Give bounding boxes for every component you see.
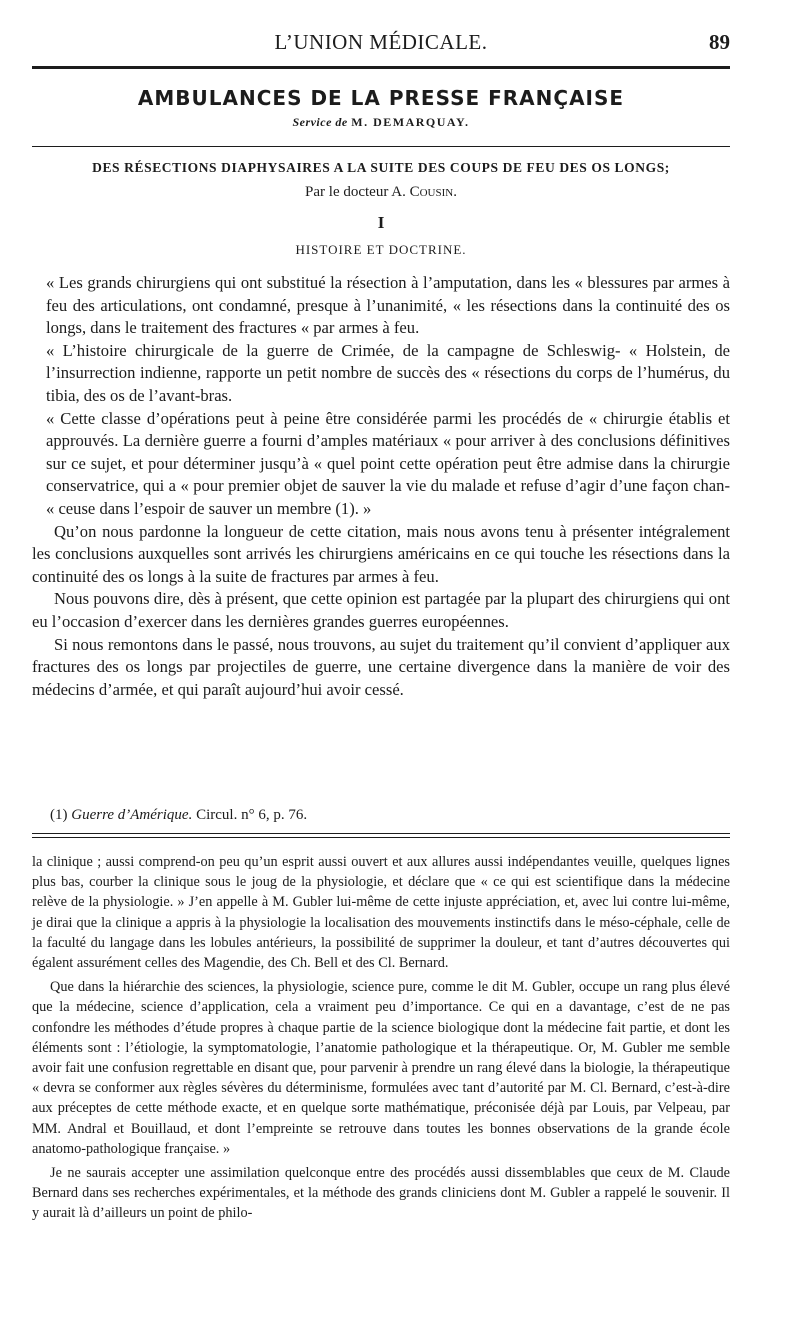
- footnote-detail: Circul. n° 6, p. 76.: [196, 807, 308, 823]
- quote-paragraph: « L’histoire chirurgicale de la guerre de Crimée, de la campagne de Schleswig- « Holstein, de l’insurrection indienne, rapporte un petit nombre de succès des « résections du corps de l’humérus, du tibia, des os de l’avant-bras.: [46, 340, 730, 405]
- feuilleton-body: [32, 852, 730, 1224]
- feuilleton-paragraph: Que dans la hiérarchie des sciences, la physiologie, science pure, comme le dit M. Gubler, occupe un rang plus élevé que la médecine, science d’application, cela a vraiment peu d’importance. Ce qui en a davantage, c’est de ne pas confondre les méthodes d’étude propres à chaque partie de la science biologique dont la médecine fait partie, et dont les éléments sont : l’étiologie, la symptomatologie, l’anatomie pathologique et la thérapeutique. Or, M. Gubler me semble avoir fait une confusion regrettable en disant que, pour parvenir à prendre un rang élevé dans la biologie, la thérapeutique « devra se conformer aux règles sévères du déterminisme, formulées avec tant d’autorité par M. Cl. Bernard, c’est-à-dire aux préceptes de cette méthode exacte, et en quelque sorte mathématique, préconisée déjà par Louis, par Velpeau, par MM. Andral et Bouillaud, et dont l’empreinte se retrouve dans toutes les bonnes observations de la grande école anatomo-pathologique française. »: [32, 979, 730, 1157]
- article-body: [32, 272, 730, 701]
- body-paragraph: Nous pouvons dire, dès à présent, que cette opinion est partagée par la plupart des chirurgiens qui ont eu l’occasion d’exercer dans les dernières grandes guerres européennes.: [32, 589, 730, 631]
- body-paragraph: Si nous remontons dans le passé, nous trouvons, au sujet du traitement qu’il convient d’appliquer aux fractures des os longs par projectiles de guerre, une certaine divergence dans la manière de voir des médecins d’armée, et qui paraît aujourd’hui avoir cessé.: [32, 634, 730, 699]
- byline-prefix: Par le docteur A.: [305, 184, 406, 200]
- service-surname: M. DEMARQUAY.: [351, 115, 470, 129]
- feuilleton-paragraph: Je ne saurais accepter une assimilation quelconque entre des procédés aussi dissemblables que ceux de M. Claude Bernard dans ses recherches expérimentales, et la méthode des grands cliniciens dont M. Gubler a rappelé le souvenir. Il y aurait là d’ailleurs un point de philo-: [32, 1165, 730, 1222]
- running-head: [32, 30, 730, 60]
- part-number: I: [377, 213, 385, 232]
- footnote: [50, 807, 307, 824]
- quote-paragraph: « Cette classe d’opérations peut à peine être considérée parmi les procédés de « chirurgie établis et approuvés. La dernière guerre a fourni d’amples matériaux « pour arriver à des conclusions définitives sur ce sujet, et pour déterminer jusqu’à « quel point cette opération peut être admise dans la chirurgie conservatrice, qui a « pour premier objet de sauver la vie du malade et refuse d’agir d’une façon chan- « ceuse dans l’espoir de sauver un membre (1). »: [46, 408, 730, 518]
- feuilleton-paragraph: la clinique ; aussi comprend-on peu qu’un esprit aussi ouvert et aux allures aussi indépendantes veuille, quelques lignes plus bas, courber la clinique sous le joug de la physiologie, et déclare que « ce qui est scientifique dans la médecine relève de la physiologie. » J’en appelle à M. Gubler lui-même de cette injuste appréciation, et, avec lui contre lui-même, je dirai que la clinique a appris à la physiologie la localisation des mouvements instinctifs dans le méso-céphale, celle de la faculté du langage dans les lobules antérieurs, la possibilité de supprimer la douleur, et tant d’autres découvertes qui égalent assurément celles des Magendie, des Ch. Bell et des Cl. Bernard.: [32, 854, 730, 972]
- section-title: AMBULANCES DE LA PRESSE FRANÇAISE: [137, 86, 625, 110]
- header-rule: [32, 66, 730, 69]
- article-title: DES RÉSECTIONS DIAPHYSAIRES A LA SUITE DES COUPS DE FEU DES OS LONGS;: [92, 160, 670, 175]
- section-rule: [32, 146, 730, 147]
- author-name: Cousin.: [409, 184, 457, 200]
- service-line: [32, 115, 730, 130]
- footnote-source: Guerre d’Amérique.: [71, 807, 193, 823]
- service-prefix: Service de: [292, 115, 348, 129]
- running-title: L’UNION MÉDICALE.: [274, 30, 488, 54]
- footnote-marker: (1): [50, 807, 68, 823]
- byline: [32, 184, 730, 201]
- body-paragraph: Qu’on nous pardonne la longueur de cette citation, mais nous avons tenu à présenter intégralement les conclusions auxquelles sont arrivés les chirurgiens américains en ce qui touche les résections dans la continuité des os longs à la suite de fractures par armes à feu.: [32, 521, 730, 586]
- part-title: HISTOIRE ET DOCTRINE.: [295, 242, 467, 257]
- feuilleton-rule-top: [32, 833, 730, 834]
- feuilleton-rule-bottom: [32, 837, 730, 838]
- page: [32, 0, 730, 1332]
- page-number: 89: [709, 30, 730, 54]
- quote-paragraph: « Les grands chirurgiens qui ont substitué la résection à l’amputation, dans les « blessures par armes à feu des articulations, ont condamné, presque à l’unanimité, « les résections dans la continuité des os longs, dans le traitement des fractures « par armes à feu.: [46, 273, 730, 338]
